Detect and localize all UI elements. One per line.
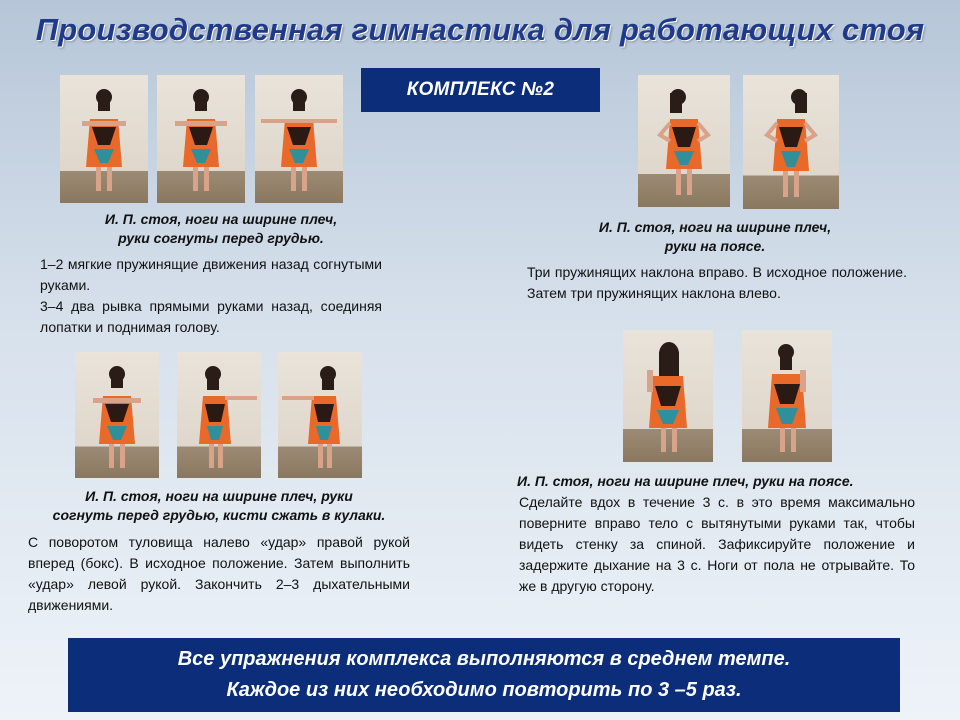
- exercise-2-caption-line-1: И. П. стоя, ноги на ширине плеч,: [598, 219, 832, 235]
- exercise-1-step-1: 1–2 мягкие пружинящие движения назад согнутыми руками.: [40, 256, 382, 293]
- footer-banner: [68, 638, 900, 712]
- woman-side-bend-figure: [638, 75, 730, 207]
- exercise-3-description: [28, 532, 410, 616]
- exercise-4-photo-2: [742, 330, 832, 462]
- exercise-2-caption: [524, 218, 906, 256]
- exercise-2-description: [527, 262, 907, 304]
- exercise-3-photo-2: [177, 352, 261, 478]
- woman-twist-front-figure: [742, 330, 832, 462]
- exercise-1-caption-line-1: И. П. стоя, ноги на ширине плеч,: [104, 211, 338, 227]
- complex-number-badge: КОМПЛЕКС №2: [361, 68, 600, 112]
- exercise-2-step-1: Три пружинящих наклона вправо. В исходное положение. Затем три пружинящих наклона влево.: [527, 264, 907, 301]
- exercise-3-caption-line-2: согнуть перед грудью, кисти сжать в кулаки.: [52, 507, 386, 523]
- exercise-2-caption-line-2: руки на поясе.: [664, 238, 766, 254]
- page-title: Производственная гимнастика для работающих стоя: [35, 12, 925, 47]
- exercise-4-caption: [517, 472, 921, 491]
- woman-fists-chest-figure: [75, 352, 159, 478]
- footer-line-1: Все упражнения комплекса выполняются в среднем темпе.: [177, 648, 791, 670]
- exercise-4-description: [519, 492, 915, 597]
- woman-punch-right-figure: [177, 352, 261, 478]
- exercise-3-caption-line-1: И. П. стоя, ноги на ширине плеч, руки: [85, 488, 353, 504]
- woman-arms-spread-figure: [255, 75, 343, 203]
- exercise-3-photo-1: [75, 352, 159, 478]
- exercise-1-step-2: 3–4 два рывка прямыми руками назад, соединяя лопатки и поднимая голову.: [40, 298, 382, 335]
- exercise-4-caption-line-1: И. П. стоя, ноги на ширине плеч, руки на поясе.: [517, 473, 854, 489]
- footer-line-2: Каждое из них необходимо повторить по 3 –5 раз.: [226, 679, 742, 701]
- exercise-2-photo-1: [638, 75, 730, 207]
- exercise-4-step-1: Сделайте вдох в течение 3 с. в это время максимально поверните вправо тело с вытянутыми руками так, чтобы видеть стенку за спиной. Зафиксируйте положение и задержите дыхание на 3 с. Ноги от пола не отрывайте. То же в другую сторону.: [519, 494, 915, 594]
- exercise-4-photo-1: [623, 330, 713, 462]
- woman-side-bend-figure: [743, 75, 839, 209]
- woman-punch-left-figure: [278, 352, 362, 478]
- exercise-2-photo-2: [743, 75, 839, 209]
- exercise-1-photo-1: [60, 75, 148, 203]
- woman-twist-back-figure: [623, 330, 713, 462]
- exercise-1-caption: [30, 210, 412, 248]
- exercise-1-photo-2: [157, 75, 245, 203]
- exercise-3-caption: [14, 487, 424, 525]
- exercise-3-step-1: С поворотом туловища налево «удар» правой рукой вперед (бокс). В исходное положение. Затем выполнить «удар» левой рукой. Закончить 2–3 дыхательными движениями.: [28, 534, 410, 613]
- exercise-3-photo-3: [278, 352, 362, 478]
- exercise-1-description: [40, 254, 382, 338]
- woman-arms-bent-figure: [60, 75, 148, 203]
- exercise-1-photo-3: [255, 75, 343, 203]
- woman-arms-back-figure: [157, 75, 245, 203]
- exercise-1-caption-line-2: руки согнуты перед грудью.: [118, 230, 324, 246]
